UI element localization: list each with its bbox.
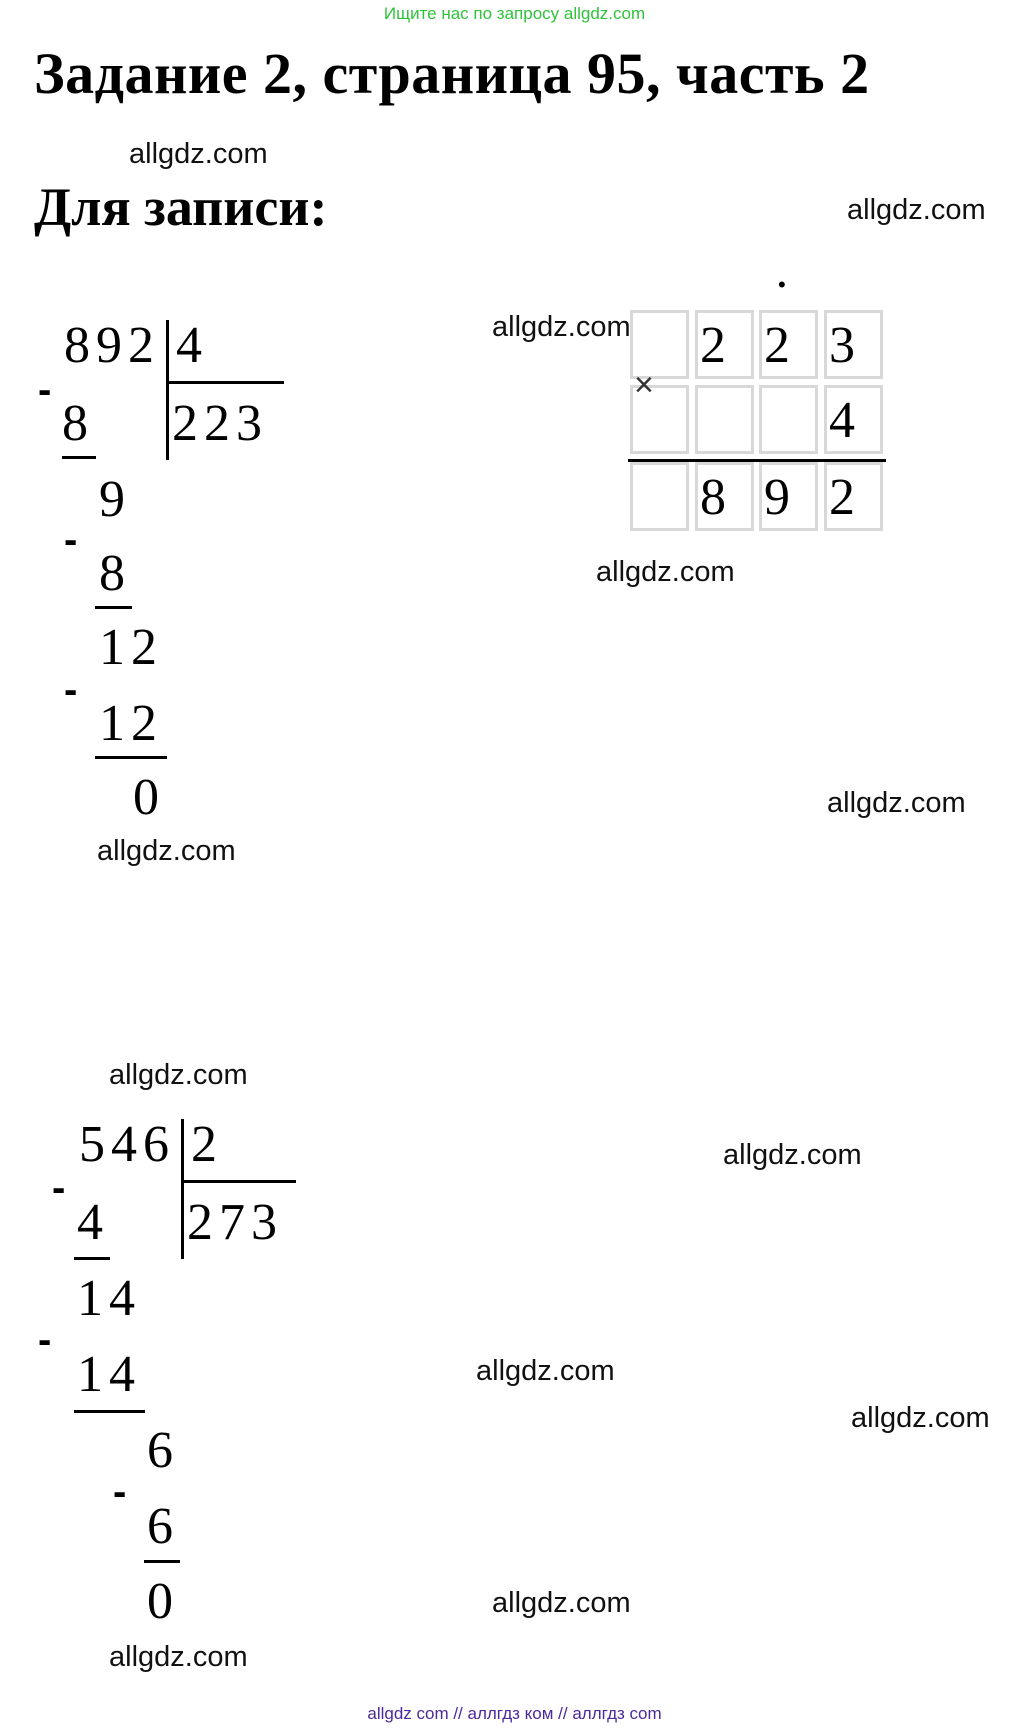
minus-sign: - bbox=[38, 1318, 52, 1362]
step-underline bbox=[144, 1560, 180, 1563]
multiply-sign: × bbox=[634, 366, 654, 404]
quotient: 223 bbox=[172, 395, 268, 452]
grid-cell: 4 bbox=[824, 385, 883, 454]
watermark: allgdz.com bbox=[109, 1641, 248, 1673]
grid-cell: 2 bbox=[759, 310, 818, 379]
remainder: 9 bbox=[99, 471, 131, 528]
watermark: allgdz.com bbox=[109, 1059, 248, 1091]
watermark: allgdz.com bbox=[476, 1355, 615, 1387]
divisor: 4 bbox=[176, 317, 208, 374]
divisor-underline bbox=[181, 1180, 296, 1183]
subtrahend: 8 bbox=[62, 395, 94, 452]
grid-cell bbox=[695, 385, 754, 454]
quotient: 273 bbox=[187, 1194, 283, 1251]
watermark: allgdz.com bbox=[827, 787, 966, 819]
subtrahend: 4 bbox=[77, 1194, 109, 1251]
subtrahend: 6 bbox=[147, 1498, 179, 1555]
footer-links[interactable]: allgdz com // аллгдз ком // аллгдз com bbox=[367, 1704, 662, 1723]
subtrahend: 12 bbox=[99, 695, 163, 752]
grid-cell: 8 bbox=[695, 462, 754, 531]
grid-cell: 3 bbox=[824, 310, 883, 379]
divisor-underline bbox=[166, 381, 284, 384]
minus-sign: - bbox=[64, 668, 78, 712]
dividend: 892 bbox=[64, 317, 160, 374]
search-hint-banner: Ищите нас по запросу allgdz.com bbox=[383, 4, 646, 23]
step-underline bbox=[62, 456, 96, 459]
minus-sign: - bbox=[38, 368, 52, 412]
remainder: 6 bbox=[147, 1422, 179, 1479]
remainder: 12 bbox=[99, 619, 163, 676]
watermark: allgdz.com bbox=[847, 194, 986, 226]
final-remainder: 0 bbox=[147, 1573, 179, 1630]
minus-sign: - bbox=[52, 1166, 66, 1210]
step-underline bbox=[74, 1410, 145, 1413]
carry-dot: • bbox=[778, 272, 786, 297]
grid-cell: 2 bbox=[824, 462, 883, 531]
grid-cell bbox=[630, 462, 689, 531]
grid-cell bbox=[759, 385, 818, 454]
watermark: allgdz.com bbox=[723, 1139, 862, 1171]
watermark: allgdz.com bbox=[596, 556, 735, 588]
watermark: allgdz.com bbox=[492, 1587, 631, 1619]
watermark: allgdz.com bbox=[492, 311, 631, 343]
divisor: 2 bbox=[191, 1116, 223, 1173]
dividend: 546 bbox=[79, 1116, 175, 1173]
final-remainder: 0 bbox=[133, 769, 165, 826]
subtrahend: 14 bbox=[77, 1346, 141, 1403]
remainder: 14 bbox=[77, 1270, 141, 1327]
grid-cell: 2 bbox=[695, 310, 754, 379]
step-underline bbox=[95, 756, 167, 759]
watermark: allgdz.com bbox=[851, 1402, 990, 1434]
minus-sign: - bbox=[113, 1470, 127, 1514]
division-vertical-bar bbox=[166, 320, 169, 460]
division-vertical-bar bbox=[181, 1119, 184, 1259]
grid-cell: 9 bbox=[759, 462, 818, 531]
watermark: allgdz.com bbox=[97, 835, 236, 867]
section-heading: Для записи: bbox=[34, 177, 328, 237]
watermark: allgdz.com bbox=[129, 138, 268, 170]
step-underline bbox=[95, 606, 132, 609]
step-underline bbox=[74, 1257, 110, 1260]
minus-sign: - bbox=[64, 518, 78, 562]
page-title: Задание 2, страница 95, часть 2 bbox=[34, 41, 870, 106]
subtrahend: 8 bbox=[99, 545, 131, 602]
